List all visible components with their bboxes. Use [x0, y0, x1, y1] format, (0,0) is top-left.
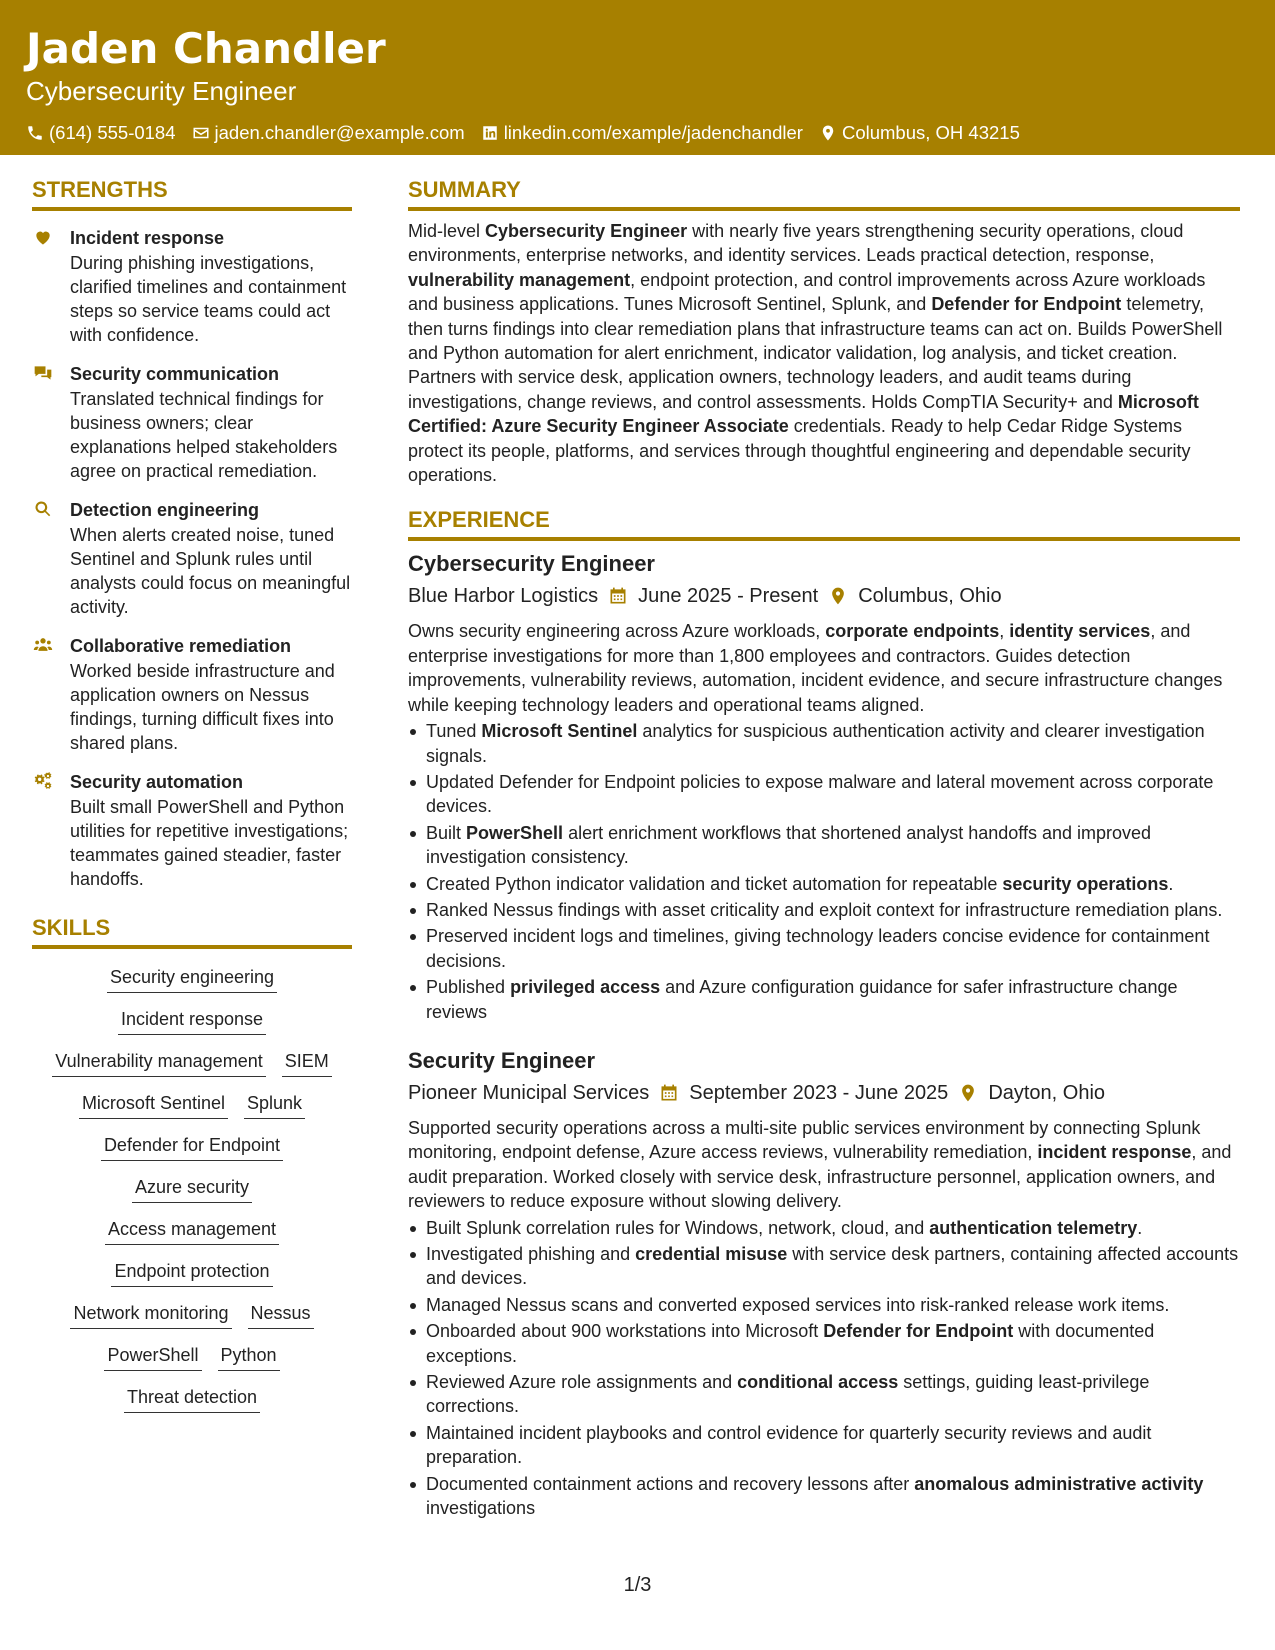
skill-tag: Python	[218, 1343, 280, 1371]
skill-row	[104, 1343, 279, 1371]
strength-body	[70, 769, 352, 891]
resume-header	[0, 0, 1275, 155]
skill-tag: Access management	[105, 1217, 279, 1245]
text-segment: Managed Nessus scans and converted exposed services into risk-ranked release work items.	[426, 1294, 1170, 1315]
text-segment: , endpoint protection, and control improvements across Azure workloads and business applications. Tunes Microsoft Sentinel, Splunk, and	[408, 269, 1206, 315]
text-segment: credentials. Ready to help Cedar Ridge Systems protect its people, platforms, and services through thoughtful engineering and dependable security operations.	[408, 416, 1191, 486]
strength-item	[32, 361, 352, 483]
contact-bar	[26, 120, 1249, 146]
text-segment: Reviewed Azure role assignments and	[426, 1372, 738, 1393]
job-dates: September 2023 - June 2025	[689, 1081, 949, 1104]
strength-desc: When alerts created noise, tuned Sentinel and Splunk rules until analysts could focus on meaningful activity.	[70, 525, 351, 617]
linkedin-icon	[481, 124, 499, 142]
emphasis-text: Defender for Endpoint	[823, 1321, 1014, 1342]
text-segment: ,	[999, 621, 1010, 642]
contact-linkedin[interactable]	[481, 120, 803, 146]
text-segment: Documented containment actions and recovery lessons after	[426, 1473, 915, 1494]
skill-tag: Endpoint protection	[111, 1259, 272, 1287]
strength-icon-wrap	[32, 633, 56, 755]
strength-icon-wrap	[32, 225, 56, 347]
text-segment: Built Splunk correlation rules for Windows, network, cloud, and	[426, 1217, 930, 1238]
job-title: Cybersecurity Engineer	[408, 551, 655, 577]
contact-phone	[26, 120, 176, 146]
emphasis-text: privileged access	[510, 977, 661, 998]
strength-item	[32, 633, 352, 755]
summary-heading: SUMMARY	[408, 175, 1240, 211]
skill-tag: Network monitoring	[70, 1301, 231, 1329]
strength-body	[70, 633, 352, 755]
text-segment: Maintained incident playbooks and control evidence for quarterly security reviews and audit preparation.	[426, 1422, 1152, 1468]
skill-row	[101, 1133, 283, 1161]
linkedin-link[interactable]: linkedin.com/example/jadenchandler	[503, 122, 803, 143]
text-segment: Preserved incident logs and timelines, giving technology leaders concise evidence for containment decisions.	[426, 926, 1210, 971]
right-column	[408, 175, 1240, 1520]
heart-icon	[32, 227, 54, 247]
emphasis-text: incident response	[1037, 1142, 1192, 1163]
users-icon	[32, 635, 54, 655]
strength-item	[32, 225, 352, 347]
text-segment: , and enterprise investigations for more than 1,800 employees and contractors. Guides detection improvements, vulnerability reviews, automation, incident evidence, and secure infrastructure changes while keeping technology leaders and operational teams aligned.	[408, 621, 1223, 715]
strength-title: Security automation	[70, 772, 244, 792]
text-segment: telemetry, then turns findings into clear remediation plans that infrastructure teams can act on. Builds PowerShell and Python automation for alert enrichment, indicator validation, log analysis, and ticket creation. Partners with service desk, application owners, technology leaders, and audit teams during investigations, change reviews, and control assessments. Holds CompTIA Security+ and	[408, 294, 1223, 412]
job-meta	[408, 581, 1240, 611]
text-segment: Created Python indicator validation and ticket automation for repeatable	[426, 873, 1003, 894]
emphasis-text: authentication telemetry	[929, 1217, 1138, 1238]
phone-text: (614) 555-0184	[49, 122, 176, 143]
contact-location	[819, 120, 1020, 146]
strength-title: Detection engineering	[70, 500, 260, 520]
text-segment: analytics for suspicious authentication activity and clearer investigation signals.	[426, 721, 1205, 766]
job-dates: June 2025 - Present	[638, 585, 819, 608]
jobs-list	[408, 549, 1240, 1520]
job-location: Dayton, Ohio	[988, 1081, 1106, 1104]
gears-icon	[32, 771, 54, 791]
strength-title: Security communication	[70, 364, 280, 384]
emphasis-text: conditional access	[737, 1372, 899, 1393]
calendar-icon	[608, 586, 628, 606]
job-location: Columbus, Ohio	[858, 585, 1002, 608]
emphasis-text: credential misuse	[635, 1244, 788, 1264]
text-segment: Built	[426, 822, 467, 843]
job-company: Blue Harbor Logistics	[408, 585, 599, 608]
skill-tag: SIEM	[282, 1049, 332, 1077]
skill-tag: Azure security	[132, 1175, 252, 1203]
skill-tag: Microsoft Sentinel	[79, 1091, 228, 1119]
skill-tag: Threat detection	[124, 1385, 260, 1413]
text-segment: Updated Defender for Endpoint policies to expose malware and lateral movement across corporate devices.	[426, 771, 1214, 817]
strength-desc: During phishing investigations, clarified timelines and containment steps so service teams could act with confidence.	[70, 253, 347, 345]
strength-desc: Translated technical findings for business owners; clear explanations helped stakeholders agree on practical remediation.	[70, 389, 338, 481]
strengths-list	[32, 225, 352, 891]
strength-body	[70, 497, 352, 619]
skill-row	[118, 1007, 266, 1035]
skill-tag: Splunk	[244, 1091, 305, 1119]
job-entry	[408, 1046, 1240, 1521]
bullet-item	[408, 975, 1240, 1024]
job-bullets	[408, 1216, 1240, 1521]
skill-row	[111, 1259, 272, 1287]
emphasis-text: Microsoft Certified: Azure Security Engineer Associate	[408, 391, 1199, 437]
skill-tag: Defender for Endpoint	[101, 1133, 283, 1161]
emphasis-text: anomalous administrative activity	[914, 1473, 1204, 1494]
text-segment: Owns security engineering across Azure workloads,	[408, 621, 826, 642]
skill-tag: Vulnerability management	[52, 1049, 265, 1077]
skill-tag: PowerShell	[104, 1343, 201, 1371]
bullet-item	[408, 719, 1240, 768]
strength-desc: Built small PowerShell and Python utilities for repetitive investigations; teammates gained steadier, faster handoffs.	[70, 797, 349, 889]
candidate-name: Jaden Chandler	[26, 24, 386, 73]
job-description	[408, 619, 1240, 717]
strength-item	[32, 497, 352, 619]
text-segment: Ranked Nessus findings with asset criticality and exploit context for infrastructure remediation plans.	[426, 899, 1223, 920]
text-segment: Published	[426, 977, 511, 998]
contact-email[interactable]	[192, 120, 465, 146]
text-segment: Onboarded about 900 workstations into Microsoft	[426, 1321, 824, 1342]
job-entry	[408, 549, 1240, 1024]
left-column	[32, 175, 352, 1413]
skill-tag: Incident response	[118, 1007, 266, 1035]
job-meta	[408, 1078, 1240, 1108]
skill-tag: Nessus	[248, 1301, 314, 1329]
emphasis-text: Cybersecurity Engineer	[485, 221, 688, 241]
skill-row	[124, 1385, 260, 1413]
bullet-item	[408, 770, 1240, 819]
envelope-icon	[192, 124, 210, 142]
text-segment: Supported security operations across a multi-site public services environment by connecting Splunk monitoring, endpoint defense, Azure access reviews, vulnerability remediation,	[408, 1117, 1201, 1163]
skill-row	[52, 1049, 331, 1077]
bullet-item	[408, 1370, 1240, 1419]
location-text: Columbus, OH 43215	[841, 122, 1020, 143]
map-pin-icon	[828, 586, 848, 606]
job-bullets	[408, 719, 1240, 1024]
text-segment: with documented exceptions.	[426, 1321, 1155, 1366]
strengths-heading: STRENGTHS	[32, 175, 352, 211]
bullet-item	[408, 821, 1240, 870]
strength-title: Incident response	[70, 228, 225, 248]
map-pin-icon	[819, 124, 837, 142]
text-segment: investigations	[426, 1498, 536, 1519]
phone-icon	[26, 124, 44, 142]
strength-icon-wrap	[32, 361, 56, 483]
job-description	[408, 1116, 1240, 1214]
strength-title: Collaborative remediation	[70, 636, 292, 656]
emphasis-text: Microsoft Sentinel	[481, 721, 638, 742]
strength-body	[70, 225, 352, 347]
bullet-item	[408, 1293, 1240, 1317]
text-segment: Mid-level	[408, 221, 486, 241]
bullet-item	[408, 1421, 1240, 1470]
skill-row	[105, 1217, 279, 1245]
skill-tag: Security engineering	[107, 965, 277, 993]
strength-icon-wrap	[32, 497, 56, 619]
email-link[interactable]: jaden.chandler@example.com	[214, 122, 465, 143]
text-segment: with service desk partners, containing affected accounts and devices.	[426, 1244, 1239, 1289]
job-company: Pioneer Municipal Services	[408, 1081, 650, 1104]
map-pin-icon	[958, 1083, 978, 1103]
bullet-item	[408, 1319, 1240, 1368]
candidate-title: Cybersecurity Engineer	[26, 76, 297, 106]
text-segment: .	[1137, 1217, 1143, 1238]
text-segment: .	[1168, 873, 1174, 894]
skill-row	[132, 1175, 252, 1203]
strength-item	[32, 769, 352, 891]
bullet-item	[408, 1216, 1240, 1240]
text-segment: with nearly five years strengthening security operations, cloud environments, enterprise networks, and identity services. Leads practical detection, response,	[408, 221, 1184, 266]
search-icon	[32, 499, 54, 519]
bullet-item	[408, 872, 1240, 896]
emphasis-text: security operations	[1002, 873, 1169, 894]
emphasis-text: vulnerability management	[408, 269, 631, 290]
strength-icon-wrap	[32, 769, 56, 891]
strength-body	[70, 361, 352, 483]
experience-heading: EXPERIENCE	[408, 505, 1240, 541]
text-segment: and Azure configuration guidance for safer infrastructure change reviews	[426, 977, 1178, 1022]
skills-heading: SKILLS	[32, 913, 352, 949]
bullet-item	[408, 924, 1240, 973]
skills-list	[32, 965, 352, 1413]
page-number: 1/3	[623, 1574, 652, 1596]
text-segment: alert enrichment workflows that shortened analyst handoffs and improved investigation consistency.	[426, 822, 1152, 868]
bullet-item	[408, 1472, 1240, 1521]
skill-row	[70, 1301, 313, 1329]
text-segment: Tuned	[426, 721, 482, 742]
job-title: Security Engineer	[408, 1047, 596, 1073]
emphasis-text: PowerShell	[466, 822, 564, 843]
bullet-item	[408, 1242, 1240, 1291]
comments-icon	[32, 363, 54, 383]
text-segment: settings, guiding least-privilege corrections.	[426, 1372, 1150, 1417]
text-segment: Investigated phishing and	[426, 1244, 636, 1264]
skill-row	[107, 965, 277, 993]
bullet-item	[408, 898, 1240, 922]
strength-desc: Worked beside infrastructure and application owners on Nessus findings, turning difficult fixes into shared plans.	[70, 661, 335, 753]
skill-row	[79, 1091, 305, 1119]
emphasis-text: identity services	[1009, 621, 1151, 642]
emphasis-text: Defender for Endpoint	[931, 294, 1122, 315]
calendar-icon	[659, 1083, 679, 1103]
emphasis-text: corporate endpoints	[825, 621, 1000, 642]
text-segment: , and audit preparation. Worked closely with service desk, infrastructure personnel, application owners, and reviewers to reduce exposure without slowing delivery.	[408, 1142, 1232, 1212]
summary-text	[408, 219, 1240, 487]
